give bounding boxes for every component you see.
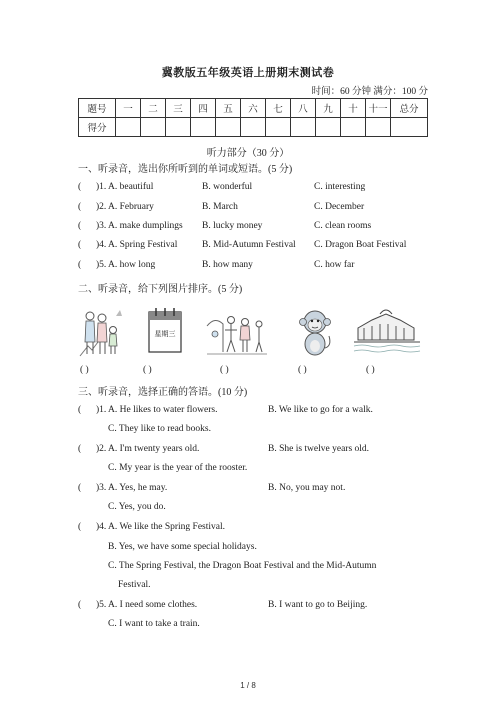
s1-q4-option-a: A. Spring Festival (108, 240, 178, 250)
score-cell[interactable] (216, 118, 241, 137)
s3-q4-option-c: C. The Spring Festival, the Dragon Boat Festival and the Mid-Autumn (108, 561, 377, 571)
score-cell[interactable] (341, 118, 366, 137)
s1-q3-option-c: C. clean rooms (314, 221, 372, 231)
section1-title: 一、听录音，选出你所听到的单词或短语。(5 分) (78, 164, 293, 175)
picture1-answer-blank[interactable]: ( ) (80, 365, 89, 375)
header-cell: 二 (141, 99, 166, 118)
s3-q3-option-b: B. No, you may not. (268, 483, 346, 493)
s3-q2-option-b: B. She is twelve years old. (268, 444, 370, 454)
s1-q1-option-a: A. beautiful (108, 182, 154, 192)
s3-q5-option-a: A. I need some clothes. (108, 600, 198, 610)
section2-title: 二、听录音，给下列图片排序。(5 分) (78, 284, 243, 295)
s1-q1-num: )1. (96, 182, 107, 192)
building-picture (352, 306, 422, 358)
section3-title: 三、听录音，选择正确的答语。(10 分) (78, 387, 248, 398)
picture5-answer-blank[interactable]: ( ) (366, 365, 375, 375)
s1-q4-option-b: B. Mid-Autumn Festival (202, 240, 296, 250)
s1-q4-num: )4. (96, 240, 107, 250)
s1-q4-option-c: C. Dragon Boat Festival (314, 240, 407, 250)
score-cell[interactable] (291, 118, 316, 137)
page-number: 1 / 8 (240, 681, 256, 690)
s1-q5-paren[interactable]: ( (78, 260, 82, 270)
s1-q5-option-c: C. how far (314, 260, 355, 270)
exam-meta: 时间：60 分钟 满分：100 分 (311, 87, 428, 97)
picture3-answer-blank[interactable]: ( ) (220, 365, 229, 375)
score-cell[interactable] (241, 118, 266, 137)
calendar-weekday-label: 星期三 (154, 330, 176, 338)
s3-q5-option-b: B. I want to go to Beijing. (268, 600, 368, 610)
s1-q2-num: )2. (96, 202, 107, 212)
header-cell: 四 (191, 99, 216, 118)
score-cell[interactable] (191, 118, 216, 137)
header-cell: 六 (241, 99, 266, 118)
score-cell[interactable] (116, 118, 141, 137)
s1-q3-option-a: A. make dumplings (108, 221, 183, 231)
s3-q1-option-a: A. He likes to water flowers. (108, 405, 218, 415)
s1-q3-option-b: B. lucky money (202, 221, 263, 231)
s1-q5-num: )5. (96, 260, 107, 270)
s1-q1-option-b: B. wonderful (202, 182, 253, 192)
s3-q4-paren[interactable]: ( (78, 522, 82, 532)
header-cell: 八 (291, 99, 316, 118)
s3-q2-option-c: C. My year is the year of the rooster. (108, 463, 248, 473)
s3-q2-option-a: A. I'm twenty years old. (108, 444, 200, 454)
s3-q5-option-c: C. I want to take a train. (108, 619, 200, 629)
header-cell: 五 (216, 99, 241, 118)
header-cell: 一 (116, 99, 141, 118)
score-table (78, 98, 428, 137)
s3-q3-option-a: A. Yes, he may. (108, 483, 168, 493)
header-cell: 总分 (391, 99, 428, 118)
score-table-header-row (79, 99, 428, 118)
s3-q4-option-a: A. We like the Spring Festival. (108, 522, 226, 532)
score-table-score-row (79, 118, 428, 137)
picture2-answer-blank[interactable]: ( ) (143, 365, 152, 375)
s3-q5-paren[interactable]: ( (78, 600, 82, 610)
s3-q1-num: )1. (96, 405, 107, 415)
s3-q2-paren[interactable]: ( (78, 444, 82, 454)
score-cell[interactable] (366, 118, 391, 137)
s1-q2-option-b: B. March (202, 202, 238, 212)
picture4-answer-blank[interactable]: ( ) (298, 365, 307, 375)
s1-q5-option-b: B. how many (202, 260, 253, 270)
s1-q1-paren[interactable]: ( (78, 182, 82, 192)
s1-q3-paren[interactable]: ( (78, 221, 82, 231)
s3-q3-num: )3. (96, 483, 107, 493)
score-cell[interactable] (316, 118, 341, 137)
page-title: 冀教版五年级英语上册期末测试卷 (161, 67, 335, 79)
s3-q1-paren[interactable]: ( (78, 405, 82, 415)
score-cell[interactable] (166, 118, 191, 137)
score-cell[interactable] (391, 118, 428, 137)
s1-q1-option-c: C. interesting (314, 182, 366, 192)
header-cell: 十 (341, 99, 366, 118)
score-cell[interactable] (266, 118, 291, 137)
s1-q3-num: )3. (96, 221, 107, 231)
header-cell: 七 (266, 99, 291, 118)
s1-q5-option-a: A. how long (108, 260, 156, 270)
header-cell: 九 (316, 99, 341, 118)
header-cell: 题号 (79, 99, 116, 118)
s1-q4-paren[interactable]: ( (78, 240, 82, 250)
s3-q5-num: )5. (96, 600, 107, 610)
listening-title: 听力部分（30 分） (206, 148, 290, 159)
family-picture (78, 306, 124, 358)
header-cell: 十一 (366, 99, 391, 118)
s1-q2-option-a: A. February (108, 202, 154, 212)
header-cell: 三 (166, 99, 191, 118)
s3-q4-option-b: B. Yes, we have some special holidays. (108, 542, 257, 552)
children-picture (205, 306, 269, 358)
s1-q2-option-c: C. December (314, 202, 365, 212)
s3-q3-option-c: C. Yes, you do. (108, 502, 166, 512)
s3-q4-num: )4. (96, 522, 107, 532)
s3-q4-option-c-continued: Festival. (118, 580, 151, 590)
s3-q1-option-c: C. They like to read books. (108, 424, 211, 434)
s3-q1-option-b: B. We like to go for a walk. (268, 405, 373, 415)
monkey-picture (298, 306, 332, 358)
calendar-picture (145, 306, 185, 358)
row-label-cell: 得分 (79, 118, 116, 137)
s1-q2-paren[interactable]: ( (78, 202, 82, 212)
s3-q2-num: )2. (96, 444, 107, 454)
s3-q3-paren[interactable]: ( (78, 483, 82, 493)
score-cell[interactable] (141, 118, 166, 137)
